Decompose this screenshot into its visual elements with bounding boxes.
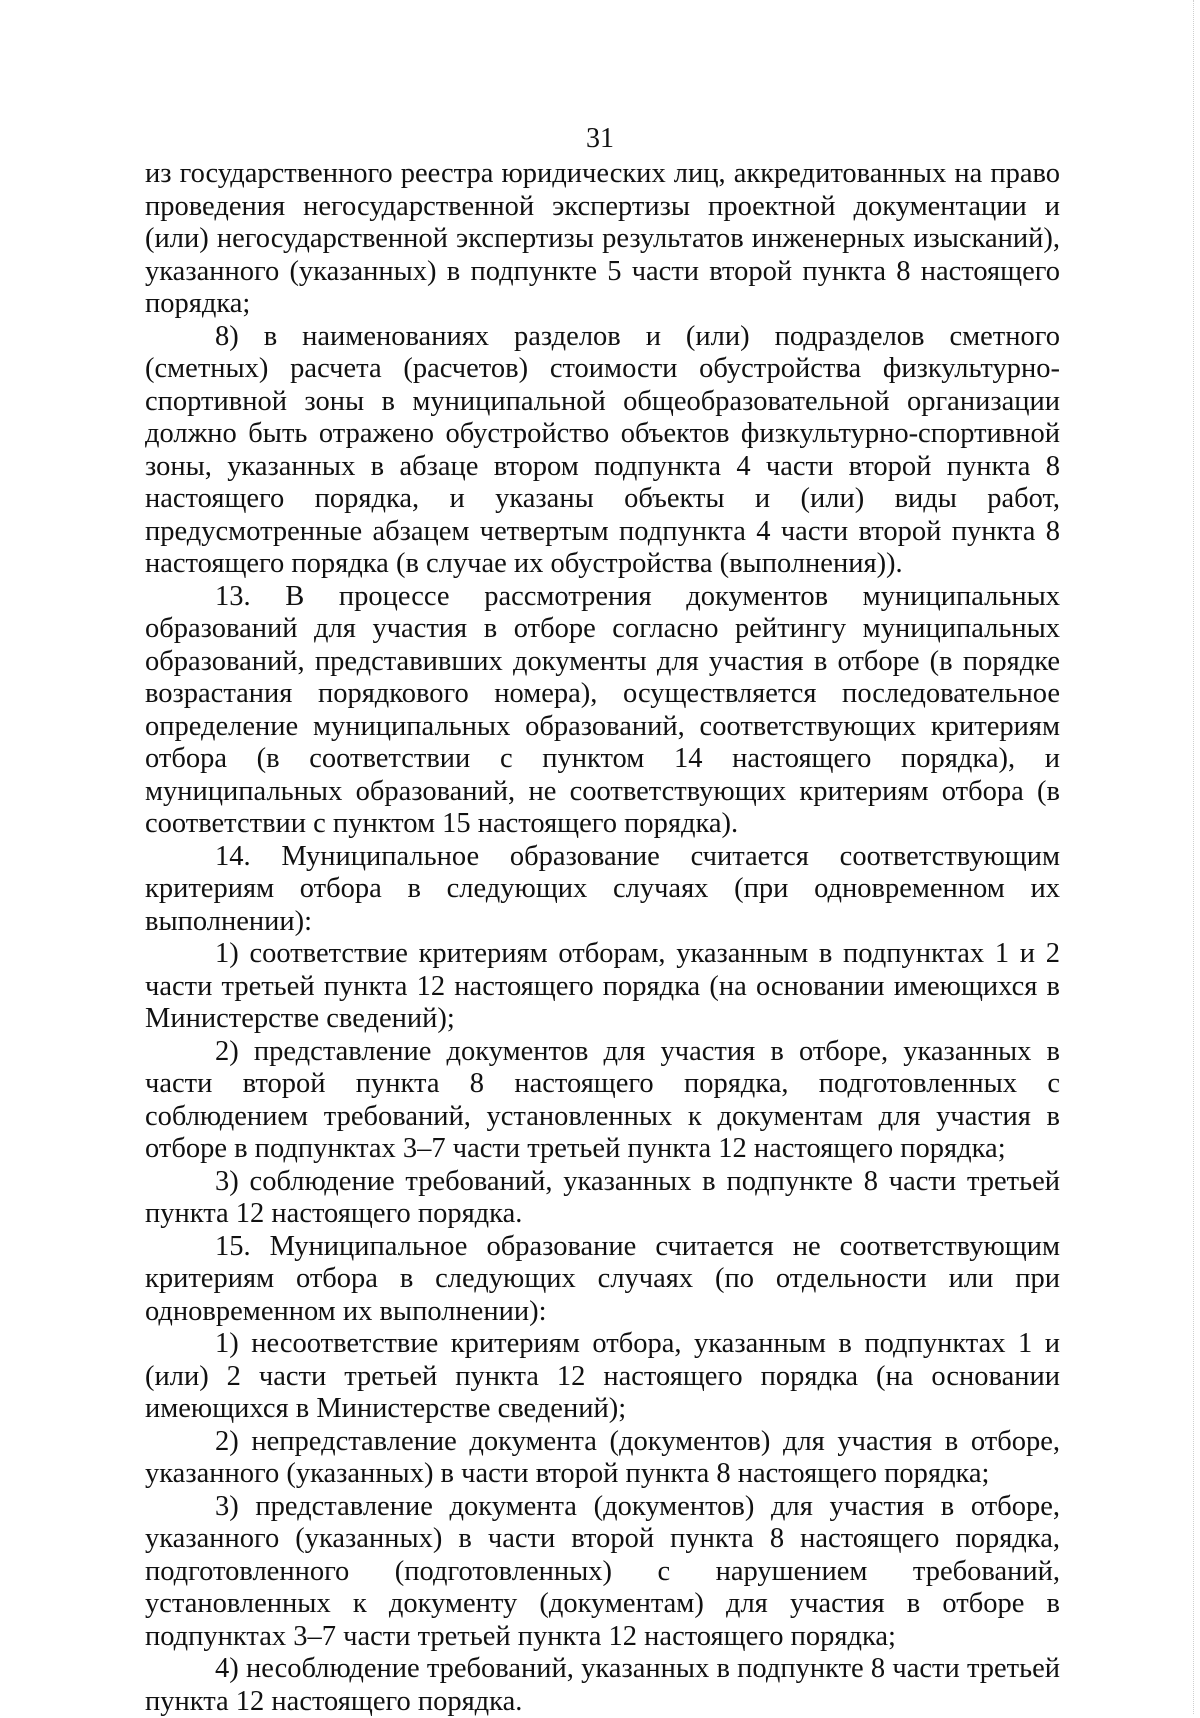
paragraph-item-15: 15. Муниципальное образование считается не соответствующим критериям отбора в следующих случаях (по отдельности или при одновременном их выполнении):: [145, 1230, 1060, 1327]
scan-edge-line: [1193, 0, 1200, 1714]
paragraph-item-14: 14. Муниципальное образование считается соответствующим критериям отбора в следующих случаях (при одновременном их выполнении):: [145, 840, 1060, 937]
paragraph-item-15-sub-1: 1) несоответствие критериям отбора, указанным в подпунктах 1 и (или) 2 части третьей пункта 12 настоящего порядка (на основании имеющихся в Министерстве сведений);: [145, 1328, 1060, 1424]
paragraph-subitem-8: 8) в наименованиях разделов и (или) подразделов сметного (сметных) расчета (расчетов) стоимости обустройства физкультурно-спортивной зоны в муниципальной общеобразовательной организации должно быть отражено обустройство объектов физкультурно-спортивной зоны, указанных в абзаце втором подпункта 4 части второй пункта 8 настоящего порядка, и указаны объекты и (или) виды работ, предусмотренные абзацем четвертым подпункта 4 части второй пункта 8 настоящего порядка (в случае их обустройства (выполнения)).: [145, 320, 1060, 579]
paragraph-item-15-sub-2: 2) непредставление документа (документов) для участия в отборе, указанного (указанных) в части второй пункта 8 настоящего порядка;: [145, 1425, 1060, 1489]
page-number: 31: [586, 123, 614, 154]
paragraph-continuation: из государственного реестра юридических лиц, аккредитованных на право проведения негосударственной экспертизы проектной документации и (или) негосударственной экспертизы результатов инженерных изысканий), указанного (указанных) в подпункте 5 части второй пункта 8 настоящего порядка;: [145, 158, 1060, 319]
paragraph-item-14-sub-2: 2) представление документов для участия в отборе, указанных в части второй пункта 8 настоящего порядка, подготовленных с соблюдением требований, установленных к документам для участия в отборе в подпунктах 3–7 части третьей пункта 12 настоящего порядка;: [145, 1035, 1060, 1164]
paragraph-item-15-sub-3: 3) представление документа (документов) для участия в отборе, указанного (указанных) в части второй пункта 8 настоящего порядка, подготовленного (подготовленных) с нарушением требований, установленных к документу (документам) для участия в отборе в подпунктах 3–7 части третьей пункта 12 настоящего порядка;: [145, 1490, 1060, 1652]
paragraph-item-14-sub-3: 3) соблюдение требований, указанных в подпункте 8 части третьей пункта 12 настоящего порядка.: [145, 1165, 1060, 1229]
paragraph-item-15-sub-4: 4) несоблюдение требований, указанных в подпункте 8 части третьей пункта 12 настоящего порядка.: [145, 1653, 1060, 1717]
document-body: [145, 158, 1060, 1718]
paragraph-item-13: 13. В процессе рассмотрения документов муниципальных образований для участия в отборе согласно рейтингу муниципальных образований, представивших документы для участия в отборе (в порядке возрастания порядкового номера), осуществляется последовательное определение муниципальных образований, соответствующих критериям отбора (в соответствии с пунктом 14 настоящего порядка), и муниципальных образований, не соответствующих критериям отбора (в соответствии с пунктом 15 настоящего порядка).: [145, 580, 1060, 839]
paragraph-item-14-sub-1: 1) соответствие критериям отборам, указанным в подпунктах 1 и 2 части третьей пункта 12 настоящего порядка (на основании имеющихся в Министерстве сведений);: [145, 938, 1060, 1034]
